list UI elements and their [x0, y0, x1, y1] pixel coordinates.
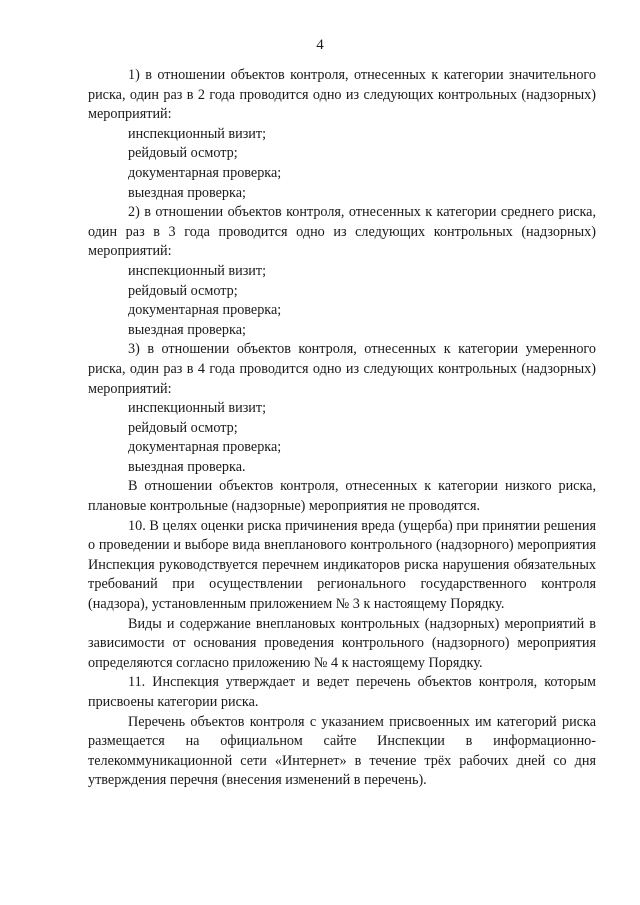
list-item: рейдовый осмотр; — [128, 145, 238, 162]
list-item: инспекционный визит; — [128, 400, 267, 417]
list-item: документарная проверка; — [128, 439, 282, 456]
list-item: инспекционный визит; — [128, 125, 267, 142]
list-item: рейдовый осмотр; — [128, 419, 238, 436]
paragraph: 2) в отношении объектов контроля, отнесенных к категории среднего риска, один раз в 3 года проводится одно из следующих контрольных (надзорных) мероприятий: — [88, 204, 596, 260]
list-item: документарная проверка; — [128, 164, 282, 181]
list-item: выездная проверка; — [128, 184, 246, 201]
list-item: выездная проверка; — [128, 321, 246, 338]
list-item: инспекционный визит; — [128, 262, 267, 279]
document-body — [88, 66, 596, 791]
paragraph: 1) в отношении объектов контроля, отнесенных к категории значительного риска, один раз в 2 года проводится одно из следующих контрольных (надзорных) мероприятий: — [88, 67, 596, 123]
list-item: рейдовый осмотр; — [128, 282, 238, 299]
paragraph: 10. В целях оценки риска причинения вреда (ущерба) при принятии решения о проведении и выборе вида внепланового контрольного (надзорного) мероприятия Инспекция руководствуется перечнем индикаторов риска нарушения обязательных требований при осуществлении регионального государственного контроля (надзора), установленным приложением № 3 к настоящему Порядку. — [88, 517, 596, 613]
paragraph: 11. Инспекция утверждает и ведет перечень объектов контроля, которым присвоены категории риска. — [88, 674, 596, 710]
list-item: документарная проверка; — [128, 302, 282, 319]
paragraph: Виды и содержание внеплановых контрольных (надзорных) мероприятий в зависимости от основания проведения контрольного (надзорного) мероприятия определяются согласно приложению № 4 к настоящему Порядку. — [88, 615, 596, 671]
page-number: 4 — [316, 37, 324, 53]
paragraph: Перечень объектов контроля с указанием присвоенных им категорий риска размещается на официальном сайте Инспекции в информационно-телекоммуникационной сети «Интернет» в течение трёх рабочих дней со дня утверждения перечня (внесения изменений в перечень). — [88, 713, 596, 789]
paragraph: В отношении объектов контроля, отнесенных к категории низкого риска, плановые контрольные (надзорные) мероприятия не проводятся. — [88, 478, 596, 515]
list-item: выездная проверка. — [128, 458, 246, 475]
paragraph: 3) в отношении объектов контроля, отнесенных к категории умеренного риска, один раз в 4 года проводится одно из следующих контрольных (надзорных) мероприятий: — [88, 341, 596, 397]
